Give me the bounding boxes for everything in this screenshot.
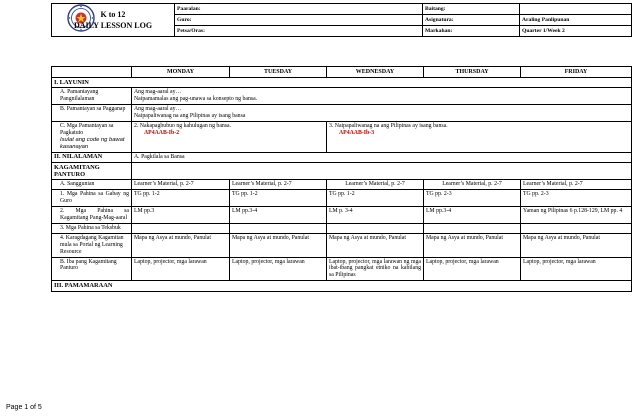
lesson-log-table bbox=[51, 66, 632, 292]
day-monday: MONDAY bbox=[132, 67, 230, 78]
gabay-mon: TG pp. 1-2 bbox=[132, 190, 230, 207]
iba-pang-tue: Laptop, projector, mga larawan bbox=[230, 257, 327, 281]
asignatura-value: Araling Panlipunan bbox=[520, 15, 632, 26]
row-kagamitang-pang-mag-aaral bbox=[52, 207, 632, 224]
gabay-tue: TG pp. 1-2 bbox=[230, 190, 327, 207]
gabay-ng-guro-label: 1. Mga Pahina sa Gabay ng Guro bbox=[52, 190, 132, 207]
sanggunian-fri: Learner’s Material, p. 2-7 bbox=[521, 180, 632, 190]
section-layunin bbox=[52, 78, 632, 88]
pangnilalaman-line2: Naipamamalas ang pag-unawa sa konsepto ng bansa. bbox=[134, 96, 258, 103]
pagganap-line1: Ang mag-aaral ay… bbox=[134, 106, 182, 113]
layunin-title: I. LAYUNIN bbox=[52, 78, 632, 88]
karagdagang-kagamitan-label: 4. Karagdagang Kagamitan mula sa Portal ng Learning Resource bbox=[52, 233, 132, 257]
iba-pang-fri: Laptop, projector, mga larawan bbox=[521, 257, 632, 281]
day-thursday: THURSDAY bbox=[424, 67, 521, 78]
lm-fri: Yaman ng Pilipinas 6 p.128-129, LM pp. 4 bbox=[521, 207, 632, 224]
pamantayan-sa-pagganap-label: B. Pamantayan sa Pagganap bbox=[52, 105, 132, 122]
lm-thu: LM pp.3-4 bbox=[424, 207, 521, 224]
pagkatuto-label-text: C. Mga Pamantayan sa Pagkatuto bbox=[60, 123, 114, 136]
asignatura-label: Asignatura: bbox=[423, 15, 520, 26]
days-corner bbox=[52, 67, 132, 78]
row-pamantayan-sa-pagkatuto bbox=[52, 122, 632, 153]
title-k12: K to 12 bbox=[100, 10, 126, 19]
row-pamantayan-sa-pagganap bbox=[52, 105, 632, 122]
teksbuk-label: 3. Mga Pahina sa Teksbuk bbox=[52, 223, 132, 233]
pagkatuto-note: Isulat ang code ng bawat kasanayan bbox=[60, 136, 125, 150]
pamantayan-sa-pagkatuto-label bbox=[52, 122, 132, 153]
row-teksbuk bbox=[52, 223, 632, 233]
row-karagdagang-kagamitan bbox=[52, 233, 632, 257]
pagkatuto-right-code: AP4AAB-Ib-3 bbox=[339, 129, 375, 136]
pamamaraan-title: III. PAMAMARAAN bbox=[52, 281, 632, 291]
pagkatuto-right bbox=[327, 122, 632, 153]
baitang-value bbox=[520, 4, 632, 15]
row-sanggunian bbox=[52, 180, 632, 190]
pamantayan-sa-pagganap-content bbox=[132, 105, 632, 122]
baitang-label: Baitang: bbox=[423, 4, 520, 15]
title-dll: DAILY LESSON LOG bbox=[73, 21, 153, 30]
sanggunian-thu: Learner’s Material, p. 2-7 bbox=[424, 180, 521, 190]
lm-wed: LM p. 3-4 bbox=[327, 207, 424, 224]
row-gabay-ng-guro bbox=[52, 190, 632, 207]
pagganap-line2: Naipapaliwanag na ang Pilipinas ay isang bansa bbox=[134, 113, 246, 120]
day-wednesday: WEDNESDAY bbox=[327, 67, 424, 78]
sanggunian-wed: Learner’s Material, p. 2-7 bbox=[327, 180, 424, 190]
gabay-thu: TG pp. 2-3 bbox=[424, 190, 521, 207]
nilalaman-content: A. Pagkilala sa Bansa bbox=[132, 152, 632, 162]
teksbuk-fri bbox=[521, 223, 632, 233]
pagkatuto-right-text: 3. Naipapaliwanag na ang Pilipinas ay isang bansa. bbox=[329, 123, 448, 130]
day-friday: FRIDAY bbox=[521, 67, 632, 78]
karagdagang-tue: Mapa ng Asya at mundo, Panulat bbox=[230, 233, 327, 257]
karagdagang-fri: Mapa ng Asya at mundo, Panulat bbox=[521, 233, 632, 257]
teksbuk-mon bbox=[132, 223, 230, 233]
gabay-wed: TG pp. 1-2 bbox=[327, 190, 424, 207]
lm-tue: LM pp.3-4 bbox=[230, 207, 327, 224]
karagdagang-thu: Mapa ng Asya at mundo, Panulat bbox=[424, 233, 521, 257]
days-row bbox=[52, 67, 632, 78]
nilalaman-title: II. NILALAMAN bbox=[52, 152, 132, 162]
row-iba-pang-kagamitang bbox=[52, 257, 632, 281]
kagamitang-blank bbox=[132, 162, 632, 180]
markahan-label: Markahan: bbox=[423, 26, 520, 37]
guro-label: Guro: bbox=[175, 15, 423, 26]
day-tuesday: TUESDAY bbox=[230, 67, 327, 78]
teksbuk-tue bbox=[230, 223, 327, 233]
pang-mag-aaral-label: 2. Mga Pahina sa Kagamitang Pang-Mag-aaral bbox=[52, 207, 132, 224]
title-cell bbox=[52, 4, 175, 37]
iba-pang-thu: Laptop, projector, mga larawan bbox=[424, 257, 521, 281]
row-nilalaman bbox=[52, 152, 632, 162]
iba-pang-mon: Laptop, projector, mga larawan bbox=[132, 257, 230, 281]
markahan-value: Quarter 1/Week 2 bbox=[520, 26, 632, 37]
karagdagang-mon: Mapa ng Asya at mundo, Panulat bbox=[132, 233, 230, 257]
pangnilalaman-line1: Ang mag-aaral ay… bbox=[134, 89, 182, 96]
sanggunian-label: A. Sanggunian bbox=[52, 180, 132, 190]
iba-pang-kagamitang-label: B. Iba pang Kagamitang Panturo bbox=[52, 257, 132, 281]
gabay-fri: TG pp. 2-3 bbox=[521, 190, 632, 207]
iba-pang-wed: Laptop, projector, mga larawan ng mga ibat-ibang pangkat etniko na kabilang sa Pilipinas bbox=[327, 257, 424, 281]
teksbuk-wed bbox=[327, 223, 424, 233]
row-pamantayang-pangnilalaman bbox=[52, 88, 632, 105]
sanggunian-tue: Learner’s Material, p. 2-7 bbox=[230, 180, 327, 190]
pagkatuto-left-text: 2. Nakapagbubuo ng kahulugan ng bansa. bbox=[134, 123, 232, 130]
paaralan-label: Paaralan: bbox=[175, 4, 423, 15]
teksbuk-thu bbox=[424, 223, 521, 233]
petsa-label: Petsa/Oras: bbox=[175, 26, 423, 37]
pamantayang-pangnilalaman-content bbox=[132, 88, 632, 105]
pagkatuto-left bbox=[132, 122, 327, 153]
karagdagang-wed: Mapa ng Asya at mundo, Panulat bbox=[327, 233, 424, 257]
lm-mon: LM pp.3 bbox=[132, 207, 230, 224]
sanggunian-mon: Learner’s Material, p. 2-7 bbox=[132, 180, 230, 190]
section-kagamitang-panturo bbox=[52, 162, 632, 180]
section-pamamaraan bbox=[52, 281, 632, 291]
pamantayang-pangnilalaman-label: A. Pamantayang Pangnilalaman bbox=[52, 88, 132, 105]
page-indicator: Page 1 of 5 bbox=[6, 404, 42, 411]
pagkatuto-left-code: AP4AAB-Ib-2 bbox=[144, 129, 180, 136]
kagamitang-title: KAGAMITANG PANTURO bbox=[52, 162, 132, 180]
lesson-log-header bbox=[51, 3, 632, 37]
